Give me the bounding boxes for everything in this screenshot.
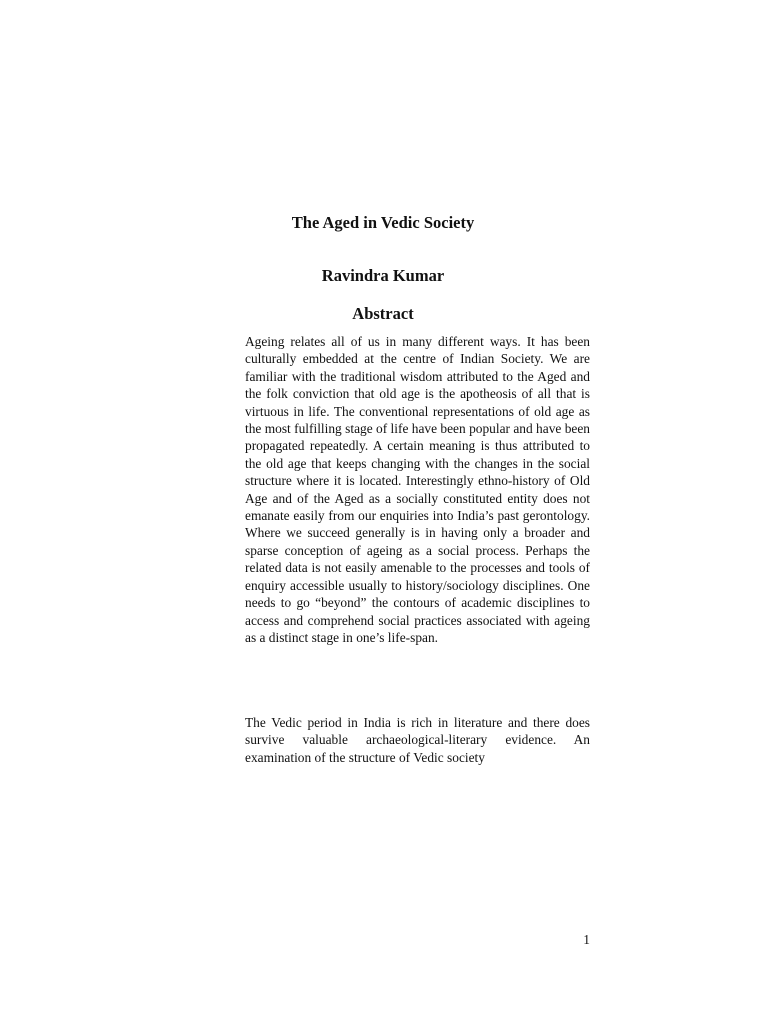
abstract-paragraph: Ageing relates all of us in many different ways. It has been culturally embedded at the centre of Indian Society. We are familiar with the traditional wisdom attributed to the Aged and the folk conviction that old age is the apotheosis of all that is virtuous in life. The conventional representations of old age as the most fulfilling stage of life have been popular and have been propagated repeatedly. A certain meaning is thus attributed to the old age that keeps changing with the changes in the social structure where it is located. Interestingly ethno-history of Old Age and of the Aged as a socially constituted entity does not emanate easily from our enquiries into India’s past gerontology. Where we succeed generally is in having only a broader and sparse conception of ageing as a social process. Perhaps the related data is not easily amenable to the processes and tools of enquiry accessible usually to history/sociology disciplines. One needs to go “beyond” the contours of academic disciplines to access and comprehend social practices associated with ageing as a distinct stage in one’s life-span.: [245, 334, 590, 645]
abstract-heading: Abstract: [352, 304, 414, 323]
page-number: 1: [583, 932, 590, 947]
paper-title: The Aged in Vedic Society: [291, 213, 475, 232]
author-name: Ravindra Kumar: [321, 266, 445, 285]
body-paragraph: The Vedic period in India is rich in literature and there does survive valuable archaeological-literary evidence. An examination of the structure of Vedic society: [245, 715, 590, 765]
